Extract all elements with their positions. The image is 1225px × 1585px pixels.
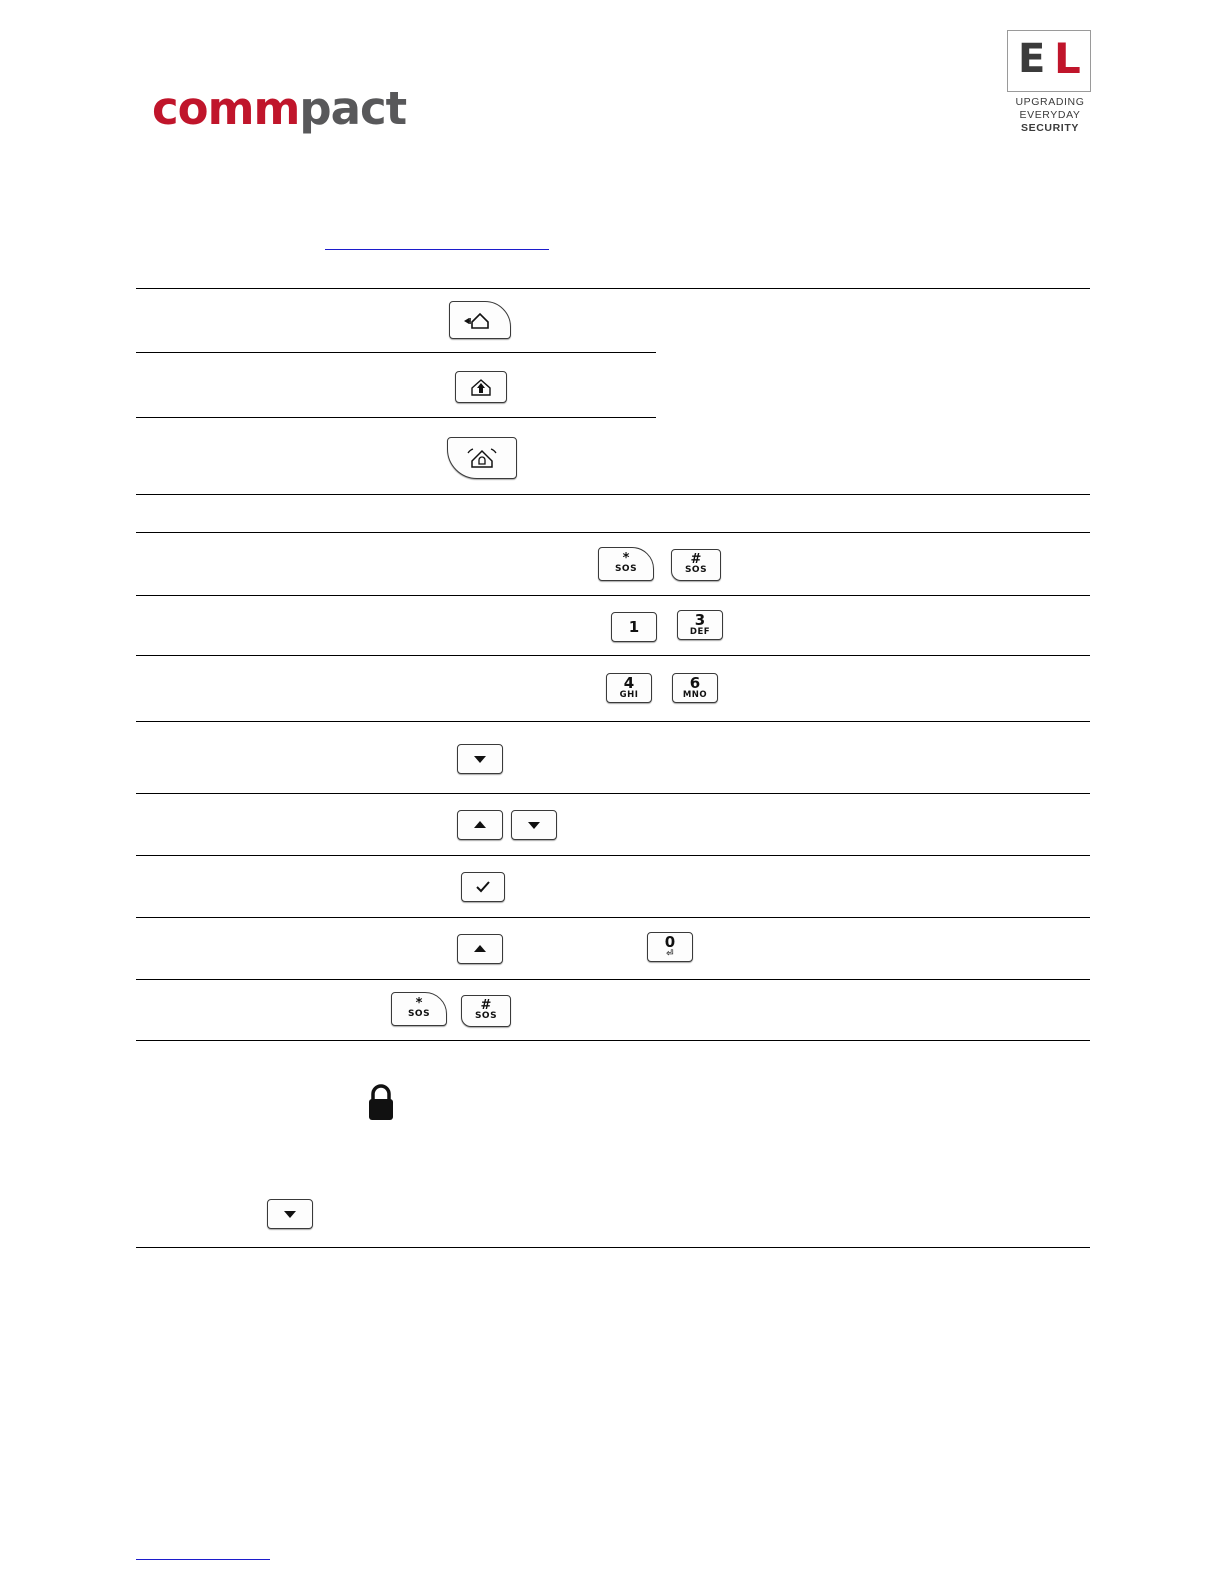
key-number: 3: [694, 611, 706, 629]
table-row: [136, 352, 1090, 417]
down-arrow-key[interactable]: [511, 810, 557, 840]
star-sos-key[interactable]: [391, 992, 447, 1026]
table-row: [136, 288, 1090, 352]
key-letters: MNO: [682, 690, 708, 700]
hash-sos-key[interactable]: [671, 549, 721, 581]
up-arrow-key[interactable]: [457, 810, 503, 840]
key-number: 0: [664, 933, 676, 951]
padlock-icon: [360, 1082, 402, 1122]
el-tagline-line-1: UPGRADING: [1015, 96, 1085, 108]
key-letters: DEF: [689, 627, 711, 637]
notes-block: [136, 1041, 1090, 1248]
key-number: 1: [628, 617, 640, 636]
up-arrow-icon: [472, 943, 488, 955]
table-row: [136, 655, 1090, 721]
star-sos-key[interactable]: [598, 547, 654, 581]
star-glyph: *: [415, 996, 423, 1011]
arm-away-key[interactable]: [449, 301, 511, 339]
digit-0-key[interactable]: [647, 932, 693, 962]
down-arrow-icon: [472, 753, 488, 765]
down-arrow-key[interactable]: [457, 744, 503, 774]
brand-name-first: comm: [152, 82, 300, 135]
page-header: [0, 0, 1225, 185]
table-row: [136, 721, 1090, 793]
digit-1-key[interactable]: [611, 612, 657, 642]
key-number: 6: [689, 674, 701, 692]
el-tagline-line-2: EVERYDAY: [1019, 109, 1081, 121]
sos-label: SOS: [614, 564, 638, 574]
key-reference-table: [136, 288, 1090, 1248]
table-row: [136, 494, 1090, 532]
brand-name-second: pact: [299, 82, 407, 135]
digit-6-key[interactable]: [672, 673, 718, 703]
table-row: [136, 855, 1090, 917]
table-row: [136, 595, 1090, 655]
down-arrow-icon: [526, 819, 542, 831]
sos-label: SOS: [407, 1009, 431, 1019]
el-logo: [1007, 30, 1093, 140]
key-number: 4: [623, 674, 635, 692]
arm-home-key[interactable]: [455, 371, 507, 403]
commpact-logo: [152, 82, 406, 135]
star-glyph: *: [622, 551, 630, 566]
el-logo-letter-e: E: [1018, 36, 1047, 82]
top-hyperlink[interactable]: [325, 236, 549, 250]
el-tagline-line-3: SECURITY: [1021, 122, 1079, 134]
arm-custom-key[interactable]: [447, 437, 517, 479]
el-logo-tagline: [1007, 96, 1093, 135]
key-letters: GHI: [619, 690, 639, 700]
down-arrow-key[interactable]: [267, 1199, 313, 1229]
footer-hyperlink[interactable]: [136, 1548, 270, 1560]
sos-label: SOS: [474, 1011, 498, 1021]
home-bell-icon: [460, 444, 504, 472]
table-row: [136, 417, 1090, 494]
table-row: [136, 532, 1090, 595]
hash-glyph: #: [690, 552, 702, 567]
hash-glyph: #: [480, 998, 492, 1013]
check-mark-icon: [475, 880, 491, 894]
hash-sos-key[interactable]: [461, 995, 511, 1027]
el-logo-letter-l: L: [1054, 34, 1081, 83]
arm-away-icon: [460, 308, 500, 332]
down-arrow-icon: [282, 1208, 298, 1220]
sos-label: SOS: [684, 565, 708, 575]
lock-icon: [360, 1082, 402, 1122]
up-arrow-key[interactable]: [457, 934, 503, 964]
digit-4-key[interactable]: [606, 673, 652, 703]
key-symbol: ⏎: [665, 949, 675, 959]
table-row: [136, 793, 1090, 855]
digit-3-key[interactable]: [677, 610, 723, 640]
home-arrow-icon: [468, 376, 494, 398]
table-row: [136, 979, 1090, 1041]
confirm-key[interactable]: [461, 872, 505, 902]
table-row: [136, 917, 1090, 979]
up-arrow-icon: [472, 819, 488, 831]
